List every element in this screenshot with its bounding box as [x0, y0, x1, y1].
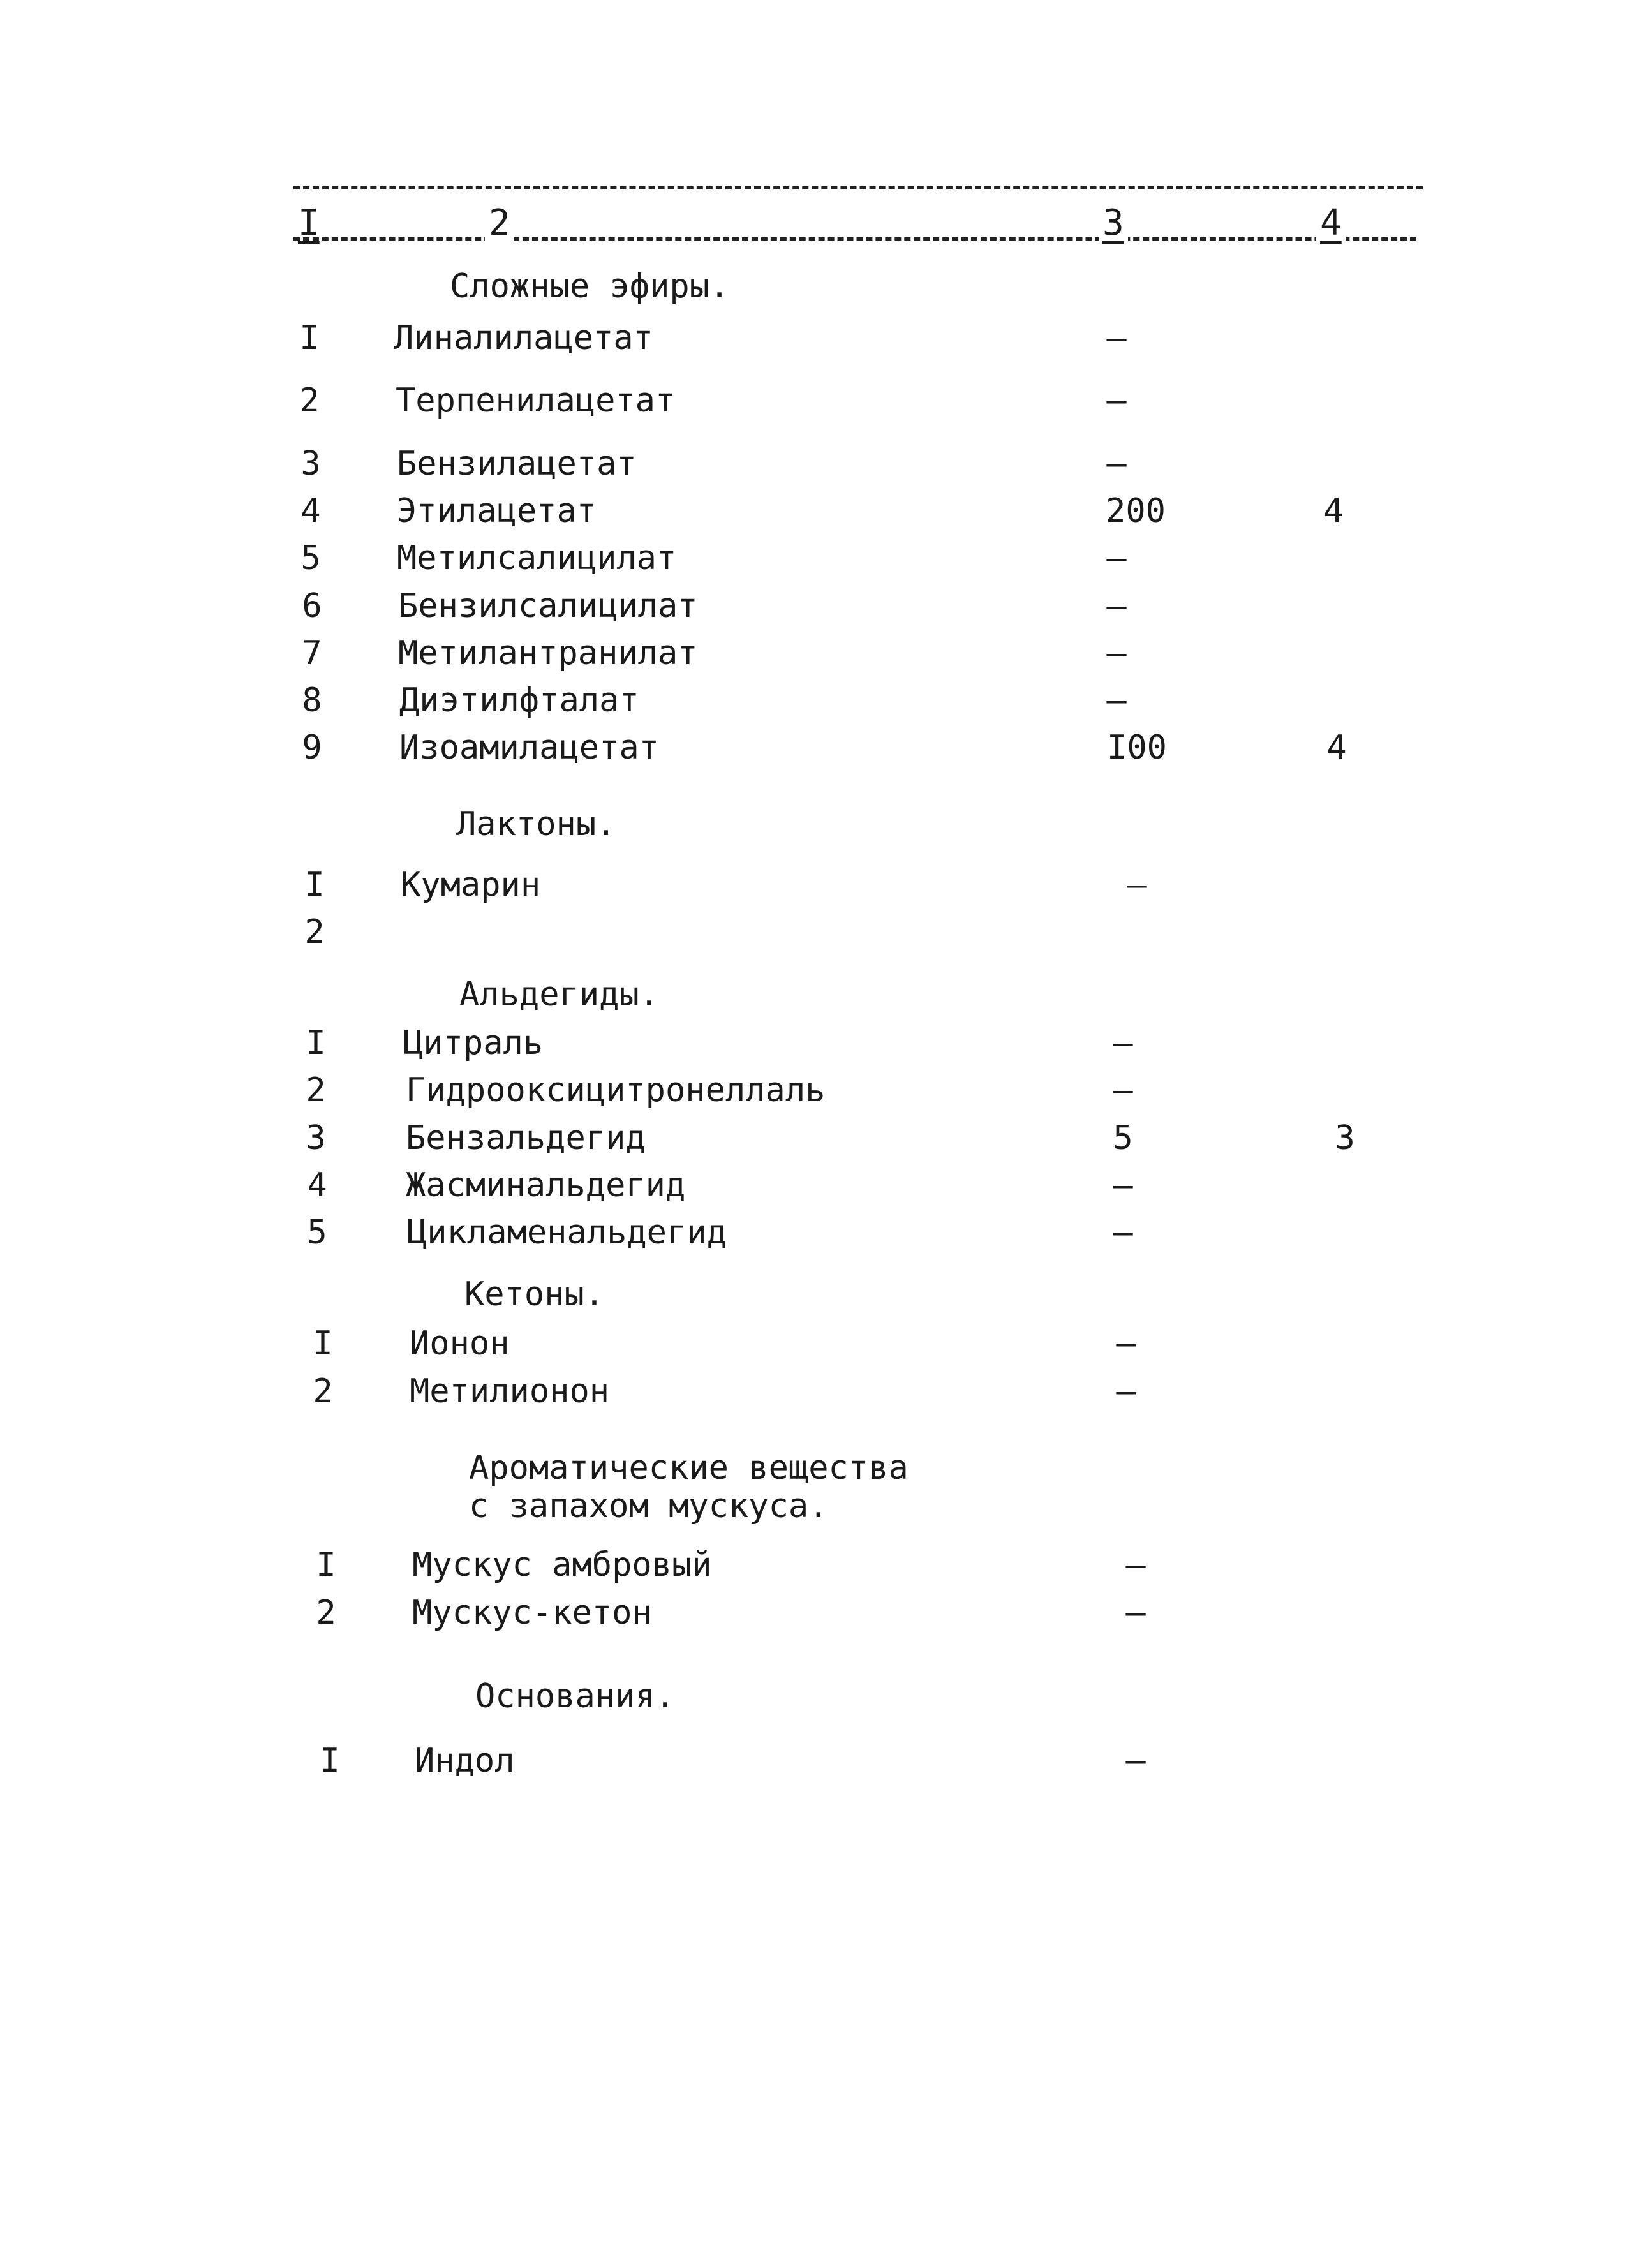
column-3-value: 5	[1113, 1119, 1133, 1157]
row-number: I	[313, 1324, 333, 1363]
column-3-value: 200	[1106, 492, 1166, 530]
row-number: 2	[306, 1071, 326, 1109]
row-number: 8	[302, 681, 322, 720]
header-top-rule	[293, 186, 1423, 189]
row-number: I	[299, 319, 320, 357]
row-number: 4	[307, 1166, 327, 1204]
table-row	[0, 536, 1625, 581]
table-row	[0, 1738, 1625, 1783]
row-number: 2	[299, 382, 320, 420]
row-number: 2	[304, 913, 325, 951]
substance-name: Индол	[415, 1742, 515, 1780]
header-col-2: 2	[485, 205, 514, 241]
column-4-value: 3	[1335, 1119, 1355, 1157]
section-title-lactones: Лактоны.	[456, 805, 616, 843]
table-row	[0, 631, 1625, 676]
substance-name: Изоамилацетат	[399, 729, 659, 767]
table-row	[0, 441, 1625, 486]
substance-name: Этилацетат	[397, 492, 597, 530]
column-3-value: –	[1113, 1166, 1133, 1204]
row-number: I	[320, 1742, 340, 1780]
table-row	[0, 584, 1625, 628]
substance-name: Линалилацетат	[394, 319, 653, 357]
table-row	[0, 1543, 1625, 1587]
column-3-value: –	[1125, 1546, 1146, 1584]
row-number: I	[304, 866, 325, 904]
row-number: 5	[307, 1213, 327, 1252]
table-row	[0, 1021, 1625, 1065]
row-number: 3	[301, 445, 321, 483]
table-row	[0, 1369, 1625, 1414]
section-title-ketones: Кетоны.	[464, 1275, 605, 1314]
column-4-value: 4	[1323, 492, 1344, 530]
column-3-value: –	[1113, 1071, 1133, 1109]
substance-name: Метилсалицилат	[397, 539, 677, 577]
table-row	[0, 378, 1625, 423]
substance-name: Цикламенальдегид	[407, 1213, 727, 1252]
table-row	[0, 678, 1625, 723]
substance-name: Бензилсалицилат	[398, 587, 698, 625]
table-row	[0, 1068, 1625, 1113]
substance-name: Жасминальдегид	[406, 1166, 686, 1204]
table-row	[0, 1163, 1625, 1208]
column-3-value: –	[1106, 539, 1127, 577]
column-3-value: –	[1106, 634, 1127, 672]
column-3-value: –	[1106, 587, 1127, 625]
column-3-value: –	[1106, 445, 1127, 483]
substance-name: Терпенилацетат	[396, 382, 676, 420]
column-3-value: –	[1113, 1024, 1133, 1062]
table-row	[0, 725, 1625, 770]
column-3-value: –	[1127, 866, 1147, 904]
column-3-value: –	[1116, 1372, 1136, 1411]
substance-name: Диэтилфталат	[399, 681, 639, 720]
table-row	[0, 489, 1625, 533]
header-bottom-rule	[293, 237, 1416, 241]
table-row	[0, 1116, 1625, 1160]
table-row	[0, 1321, 1625, 1366]
row-number: 4	[301, 492, 321, 530]
substance-name: Кумарин	[401, 866, 541, 904]
row-number: 6	[302, 587, 322, 625]
substance-name: Цитраль	[403, 1024, 544, 1062]
column-3-value: –	[1113, 1213, 1133, 1252]
column-3-value: –	[1116, 1324, 1136, 1363]
substance-name: Мускус-кетон	[412, 1594, 652, 1632]
column-3-value: –	[1106, 382, 1127, 420]
section-title-bases: Основания.	[475, 1677, 676, 1716]
column-3-value: –	[1125, 1742, 1146, 1780]
table-row	[0, 1210, 1625, 1255]
header-col-4: 4	[1316, 205, 1346, 241]
column-3-value: I00	[1107, 729, 1167, 767]
row-number: 9	[302, 729, 322, 767]
substance-name: Бензальдегид	[406, 1119, 646, 1157]
row-number: I	[316, 1546, 336, 1584]
header-col-1: I	[298, 202, 320, 244]
substance-name: Ионон	[410, 1324, 510, 1363]
row-number: I	[306, 1024, 326, 1062]
substance-name: Бензилацетат	[397, 445, 637, 483]
substance-name: Метилантранилат	[398, 634, 698, 672]
column-3-value: –	[1125, 1594, 1146, 1632]
column-3-value: –	[1106, 319, 1127, 357]
table-row	[0, 910, 1625, 954]
row-number: 7	[302, 634, 322, 672]
substance-name: Метилионон	[410, 1372, 610, 1411]
row-number: 2	[316, 1594, 336, 1632]
table-row	[0, 1590, 1625, 1635]
column-3-value: –	[1106, 681, 1127, 720]
section-title-musk: Ароматические вещества с запахом мускуса.	[469, 1449, 909, 1525]
section-title-esters: Сложные эфиры.	[450, 267, 730, 306]
header-col-3: 3	[1099, 205, 1128, 241]
table-row	[0, 316, 1625, 360]
row-number: 3	[306, 1119, 326, 1157]
row-number: 5	[301, 539, 321, 577]
section-title-aldehydes: Альдегиды.	[459, 975, 660, 1014]
column-4-value: 4	[1326, 729, 1347, 767]
substance-name: Гидрооксицитронеллаль	[406, 1071, 826, 1109]
substance-name: Мускус амбровый	[412, 1546, 712, 1584]
row-number: 2	[313, 1372, 333, 1411]
table-row	[0, 863, 1625, 907]
